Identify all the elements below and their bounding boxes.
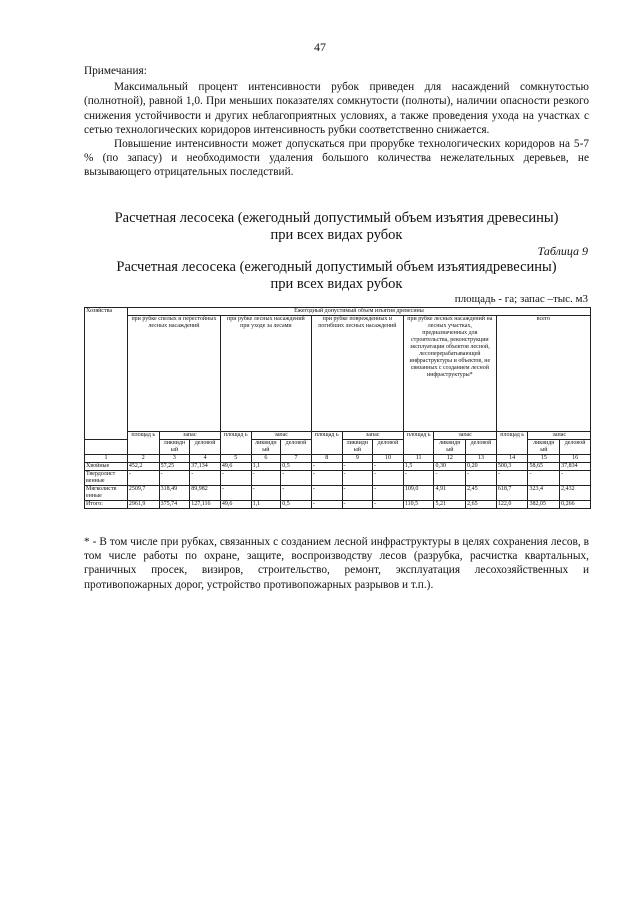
table-cell: 49,6: [220, 501, 251, 509]
table-cell: -: [342, 501, 373, 509]
column-number: 11: [403, 455, 434, 463]
table-cell: -: [373, 501, 404, 509]
table-cell: 58,65: [528, 463, 560, 471]
table-cell: 2961,9: [127, 501, 159, 509]
table-title-line-2: при всех видах рубок: [270, 276, 403, 292]
table-cell: -: [159, 471, 190, 486]
table-cell: 37,834: [560, 463, 591, 471]
table-cell: -: [434, 471, 466, 486]
table-cell: 0,5: [281, 463, 312, 471]
header-row-groups: [85, 316, 591, 432]
footnote: * - В том числе при рубках, связанных с созданием лесной инфраструктуры в целях сохранения лесов, в том числе работы по охране, защите, воспроизводству лесов (разрубка, расчистка квартальных, граничных просек, визиров, строительство, ремонт, эксплуатация лесохозяйственных и противопожарных дорог, устройство противопожарных разрывов и т.п.).: [84, 536, 589, 591]
column-number: 9: [342, 455, 373, 463]
header-stock: запас: [528, 432, 591, 440]
table-cell: -: [311, 501, 342, 509]
table-cell: -: [251, 486, 281, 501]
table-cell: 500,3: [496, 463, 528, 471]
table-cell: 452,2: [127, 463, 159, 471]
column-number: 14: [496, 455, 528, 463]
header-farm: Хозяйства: [85, 308, 128, 440]
column-number: 15: [528, 455, 560, 463]
column-number: 12: [434, 455, 466, 463]
header-group-infrastructure: при рубке лесных насаждений на лесных участках, предназначенных для строительства, реконструкции эксплуатации объектов лесной, лесоперерабатывающей инфраструктуры и объектов, не связанных с созданием лесной инфраструктуры*: [403, 316, 496, 432]
column-number: 7: [281, 455, 312, 463]
column-number: 6: [251, 455, 281, 463]
column-number: 2: [127, 455, 159, 463]
column-number: 8: [311, 455, 342, 463]
table-cell: 1,5: [403, 463, 434, 471]
table-cell: 37,134: [190, 463, 221, 471]
header-business: деловой: [560, 440, 591, 455]
column-number: 1: [85, 455, 128, 463]
header-row-subgroups: [85, 432, 591, 440]
table-cell: 1,1: [251, 501, 281, 509]
table-cell: 2,45: [466, 486, 497, 501]
table-cell: -: [342, 471, 373, 486]
row-label: Хвойные: [85, 463, 128, 471]
section-title: [84, 210, 589, 244]
table-title: [84, 259, 589, 293]
header-business: деловой: [190, 440, 221, 455]
table-cell: -: [342, 463, 373, 471]
header-liquid: ликвидн ый: [342, 440, 373, 455]
header-area: площад ь: [311, 432, 342, 455]
table-cell: 0,30: [434, 463, 466, 471]
table-row-coniferous: [85, 463, 591, 471]
header-area: площад ь: [127, 432, 159, 455]
header-group-mature: при рубке спелых и перестойных лесных насаждений: [127, 316, 220, 432]
column-number: 16: [560, 455, 591, 463]
header-stock: запас: [342, 432, 403, 440]
table-cell: -: [127, 471, 159, 486]
table-cell: -: [528, 471, 560, 486]
table-cell: 2,432: [560, 486, 591, 501]
column-number: 4: [190, 455, 221, 463]
table-cell: -: [373, 486, 404, 501]
header-liquid: ликвидн ый: [159, 440, 190, 455]
table-cell: 0,20: [466, 463, 497, 471]
table-cell: 618,7: [496, 486, 528, 501]
table-cell: -: [560, 471, 591, 486]
table-cell: -: [373, 463, 404, 471]
table-cell: 2,65: [466, 501, 497, 509]
units-caption: площадь - га; запас –тыс. м3: [454, 293, 588, 305]
table-cell: -: [190, 471, 221, 486]
header-liquid: ликвидн ый: [528, 440, 560, 455]
header-area: площад ь: [403, 432, 434, 455]
notes-section: [84, 64, 589, 180]
header-group-total: всего: [496, 316, 590, 432]
table-title-line-1: Расчетная лесосека (ежегодный допустимый объем изъятиядревесины): [116, 259, 557, 275]
header-business: деловой: [373, 440, 404, 455]
header-farm-blank: [85, 440, 128, 455]
section-title-line-1: Расчетная лесосека (ежегодный допустимый объем изъятия древесины): [114, 210, 559, 226]
section-title-line-2: при всех видах рубок: [270, 227, 403, 243]
row-label: Итого:: [85, 501, 128, 509]
table-cell: 375,74: [159, 501, 190, 509]
table-cell: -: [342, 486, 373, 501]
table-cell: 109,0: [403, 486, 434, 501]
table-cell: -: [311, 471, 342, 486]
table-cell: 323,4: [528, 486, 560, 501]
notes-paragraph-2: Повышение интенсивности может допускаться при прорубке технологических коридоров на 5-7 % (по запасу) и необходимости удаления большого количества нежелательных деревьев, не вызывающего отрицательных последствий.: [84, 138, 589, 179]
header-liquid: ликвидн ый: [434, 440, 466, 455]
table-cell: 57,25: [159, 463, 190, 471]
table-cell: 89,982: [190, 486, 221, 501]
page-number: 47: [314, 40, 326, 54]
table-cell: 127,116: [190, 501, 221, 509]
notes-paragraph-1: Максимальный процент интенсивности рубок приведен для насаждений сомкнутостью (полнотной), равной 1,0. При меньших показателях сомкнутости (полноты), наличии опасности резкого снижения устойчивости и других неблагоприятных условиях, а также проведения ухода на участках с сетью технологических коридоров интенсивность рубки соответственно снижается.: [84, 81, 589, 136]
table-cell: 318,49: [159, 486, 190, 501]
header-stock: запас: [434, 432, 496, 440]
table-cell: -: [496, 471, 528, 486]
header-row-main: [85, 308, 591, 316]
column-number-row: [85, 455, 591, 463]
header-stock: запас: [159, 432, 220, 440]
table-cell: -: [251, 471, 281, 486]
header-business: деловой: [281, 440, 312, 455]
table-cell: 1,1: [251, 463, 281, 471]
header-area: площад ь: [220, 432, 251, 455]
table-cell: 0,5: [281, 501, 312, 509]
notes-heading: Примечания:: [84, 65, 147, 77]
table-row-hardwood: [85, 471, 591, 486]
column-number: 5: [220, 455, 251, 463]
header-group-thinning: при рубке лесных насаждений при уходе за лесами: [220, 316, 311, 432]
table-cell: 122,0: [496, 501, 528, 509]
header-stock: запас: [251, 432, 311, 440]
table-cell: -: [220, 486, 251, 501]
table-row-softwood: [85, 486, 591, 501]
table-cell: -: [281, 471, 312, 486]
column-number: 13: [466, 455, 497, 463]
row-label: Твердолист венные: [85, 471, 128, 486]
table-row-total: [85, 501, 591, 509]
table-cell: 5,21: [434, 501, 466, 509]
table-cell: -: [466, 471, 497, 486]
column-number: 10: [373, 455, 404, 463]
header-liquid: ликвидн ый: [251, 440, 281, 455]
header-business: деловой: [466, 440, 497, 455]
header-area: площад ь: [496, 432, 528, 455]
table-cell: -: [281, 486, 312, 501]
table-cell: 110,5: [403, 501, 434, 509]
column-number: 3: [159, 455, 190, 463]
row-label: Мягколиств енные: [85, 486, 128, 501]
header-main: Ежегодный допустимый объем изъятия древесины: [127, 308, 590, 316]
table-cell: -: [403, 471, 434, 486]
table-cell: -: [373, 471, 404, 486]
table-cell: 49,6: [220, 463, 251, 471]
header-group-damaged: при рубке поврежденных и погибших лесных насаждений: [311, 316, 403, 432]
table-cell: 382,05: [528, 501, 560, 509]
table-number: Таблица 9: [537, 244, 588, 258]
table-cell: -: [220, 471, 251, 486]
table-cell: 0,266: [560, 501, 591, 509]
table-cell: 2509,7: [127, 486, 159, 501]
table-cell: -: [311, 463, 342, 471]
table-cell: 4,91: [434, 486, 466, 501]
allowable-cut-table: [84, 307, 591, 509]
table-cell: -: [311, 486, 342, 501]
